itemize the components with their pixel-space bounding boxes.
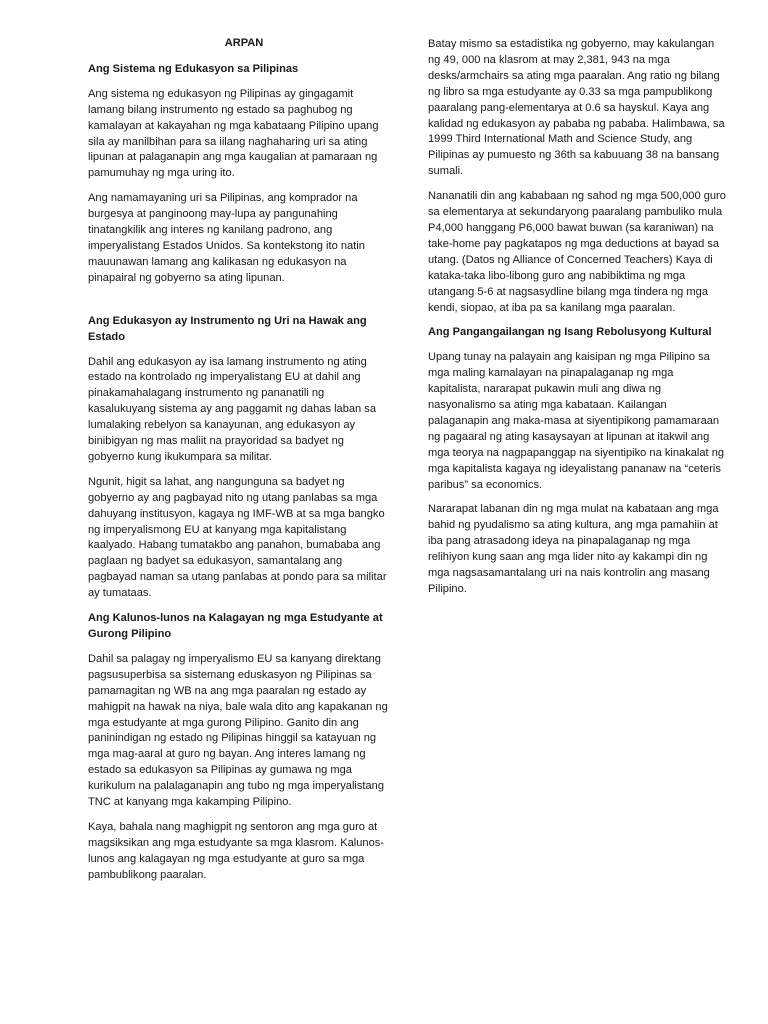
document-title: ARPAN <box>224 37 264 49</box>
section-heading: Ang Sistema ng Edukasyon sa Pilipinas <box>88 62 299 75</box>
paragraph: Ang sistema ng edukasyon ng Pilipinas ay gingagamit lamang bilang instrumento ng estado sa paghubog ng kamalayan at kakayahan ng mga kabataang Pilipino upang sila ay manilbihan para sa iilang naghaharing uri sa ating lipunan at palaganapin ang mga kaugalian at pamaraan ng pamumuhay ng mga uring ito. <box>88 87 379 180</box>
paragraph: Dahil ang edukasyon ay isa lamang instrumento ng ating estado na kontrolado ng imperyalistang EU at dahil ang pinakamahalagang instrumento ng pananatili ng kasalukuyang sistema ay ang paggamit ng dahas laban sa lumalaking rebelyon sa kanayunan, ang edukasyon ay binibigyan ng mas maliit na prayoridad sa badyet ng gobyerno kung ikukumpara sa militar. <box>88 355 377 463</box>
section-heading: Ang Pangangailangan ng Isang Rebolusyong Kultural <box>428 326 712 339</box>
section-heading: Ang Edukasyon ay Instrumento ng Uri na Hawak ang Estado <box>88 314 367 343</box>
paragraph: Batay mismo sa estadistika ng gobyerno, may kakulangan ng 49, 000 na klasrom at may 2,381, 943 na mga desks/armchairs sa ating mga paaralan. Ang ratio ng bilang ng libro sa mga estudyante ay 0.33 sa mga pampublikong paaralang pang-elementarya at 0.6 sa hayskul. Kaya ang kalidad ng edukasyon ay pababa ng pababa. Halimbawa, sa 1999 Third International Math and Science Study, ang Pilipinas ay pumuesto ng 36th sa kabuuang 38 na bansang sumali. <box>428 38 725 178</box>
paragraph: Dahil sa palagay ng imperyalismo EU sa kanyang direktang pagsusuperbisa sa sistemang eduskasyon ng Pilipinas sa pamamagitan ng WB na ang mga paaralan ng estado ay mahigpit na hawak na niya, bale wala dito ang kapakanan ng mga estudyante at mga gurong Pilipino. Ganito din ang paninindigan ng estado ng Pilipinas hinggil sa katayuan ng mga mag-aaral at guro ng bayan. Ang interes lamang ng estado sa edukasyon sa Pilipinas ay gumawa ng mga kurikulum na palalaganapin ang tubo ng mga imperyalistang TNC at kanyang mga kakamping Pilipino. <box>88 652 388 809</box>
paragraph: Kaya, bahala nang maghigpit ng sentoron ang mga guro at magsiksikan ang mga estudyante sa mga klasrom. Kalunos-lunos ang kalagayan ng mga estudyante at guro sa mga pambublikong paaralan. <box>88 820 384 881</box>
paragraph: Ngunit, higit sa lahat, ang nangunguna sa badyet ng gobyerno ay ang pagbayad nito ng utang panlabas sa mga dahuyang institusyon, kagaya ng IMF-WB at sa mga bangko ng imperyalismong EU at kanyang mga kapitalistang kaalyado. Habang tumatakbo ang panahon, bumababa ang paglaan ng badyet sa edukasyon, samantalang ang pagbayad naman sa utang panlabas at pondo para sa militar ay tumataas. <box>88 475 387 600</box>
paragraph: Upang tunay na palayain ang kaisipan ng mga Pilipino sa mga maling kamalayan na pinapalaganap ng mga kapitalista, nararapat pukawin muli ang diwa ng nasyonalismo sa ating mga kabataan. Kailangan palaganapin ang maka-masa at siyentipikong pamamaraan ng pagaaral ng ating kasaysayan at lipunan at itakwil ang mga teorya na nagpapanggap na siyentipiko na kinakalat ng mga kapitalista kagaya ng ideyalistang pananaw na “ceteris paribus” sa economics. <box>428 351 725 491</box>
spacer <box>88 296 390 314</box>
paragraph: Nararapat labanan din ng mga mulat na kabataan ang mga bahid ng pyudalismo sa ating kultura, ang mga pamahiin at iba pang atrasadong ideya na pinapalaganap ng mga relihiyon kung saan ang mga lider nito ay kakampi din ng mga nagsasamantalang uri na nais kontrolin ang masang Pilipino. <box>428 503 719 595</box>
right-column <box>428 37 728 607</box>
left-column <box>88 36 390 893</box>
section-heading: Ang Kalunos-lunos na Kalagayan ng mga Estudyante at Gurong Pilipino <box>88 612 383 640</box>
paragraph: Ang namamayaning uri sa Pilipinas, ang komprador na burgesya at panginoong may-lupa ay pangunahing tinatangkilik ang interes ng kanilang padrono, ang imperyalistang Estados Unidos. Sa kontekstong ito natin mauunawan lamang ang kalikasan ng edukasyon na pinapairal ng gobyerno sa ating lipunan. <box>88 192 365 284</box>
paragraph: Nananatili din ang kababaan ng sahod ng mga 500,000 guro sa elementarya at sekundaryong paaralang pambuliko mula P4,000 hanggang P6,000 bawat buwan (sa karaniwan) na take-home pay pagkatapos ng mga deductions at bayad sa utang. (Datos ng Alliance of Concerned Teachers) Kaya di kataka-taka libo-libong guro ang nabibiktima ng mga utangang 5-6 at nagsasydline bilang mga tindera ng mga kendi, siopao, at iba pa sa kanilang mga paaralan. <box>428 190 726 314</box>
